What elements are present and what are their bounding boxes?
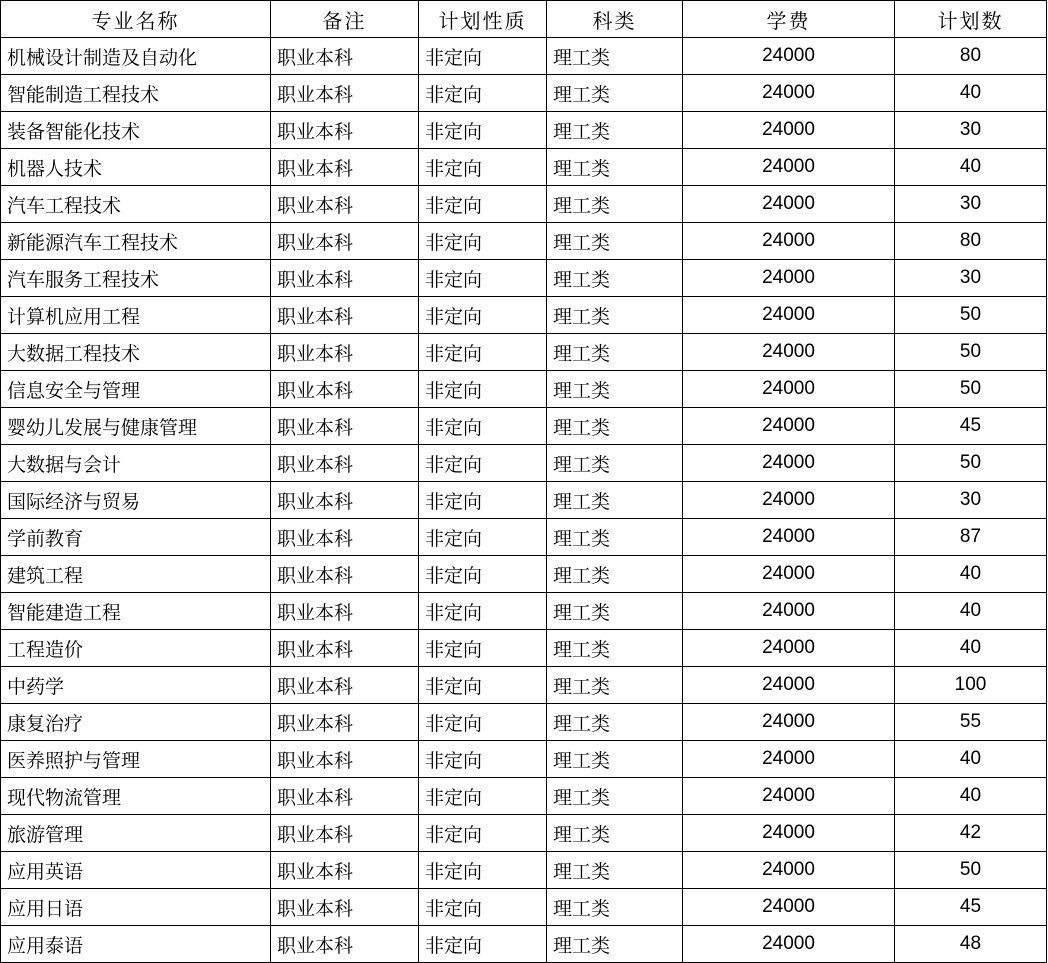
cell-remark: 职业本科	[271, 556, 419, 593]
cell-remark: 职业本科	[271, 112, 419, 149]
cell-remark: 职业本科	[271, 186, 419, 223]
cell-subject: 理工类	[547, 630, 683, 667]
cell-major: 大数据工程技术	[1, 334, 271, 371]
cell-remark: 职业本科	[271, 519, 419, 556]
cell-nature: 非定向	[419, 704, 547, 741]
cell-count: 50	[895, 297, 1047, 334]
cell-count: 48	[895, 926, 1047, 963]
cell-major: 汽车工程技术	[1, 186, 271, 223]
cell-count: 45	[895, 889, 1047, 926]
column-header-subject: 科类	[547, 1, 683, 38]
cell-subject: 理工类	[547, 556, 683, 593]
cell-subject: 理工类	[547, 334, 683, 371]
table-row	[1, 371, 1047, 408]
cell-remark: 职业本科	[271, 889, 419, 926]
cell-remark: 职业本科	[271, 408, 419, 445]
cell-subject: 理工类	[547, 149, 683, 186]
cell-fee: 24000	[683, 704, 895, 741]
cell-fee: 24000	[683, 815, 895, 852]
cell-fee: 24000	[683, 297, 895, 334]
cell-count: 40	[895, 556, 1047, 593]
cell-remark: 职业本科	[271, 926, 419, 963]
cell-count: 55	[895, 704, 1047, 741]
cell-fee: 24000	[683, 408, 895, 445]
cell-remark: 职业本科	[271, 778, 419, 815]
cell-count: 42	[895, 815, 1047, 852]
cell-fee: 24000	[683, 778, 895, 815]
cell-subject: 理工类	[547, 186, 683, 223]
cell-fee: 24000	[683, 223, 895, 260]
cell-major: 中药学	[1, 667, 271, 704]
cell-major: 信息安全与管理	[1, 371, 271, 408]
cell-count: 100	[895, 667, 1047, 704]
cell-major: 智能制造工程技术	[1, 75, 271, 112]
table-row	[1, 112, 1047, 149]
cell-subject: 理工类	[547, 445, 683, 482]
cell-fee: 24000	[683, 741, 895, 778]
cell-nature: 非定向	[419, 926, 547, 963]
cell-subject: 理工类	[547, 926, 683, 963]
cell-count: 80	[895, 223, 1047, 260]
cell-count: 50	[895, 445, 1047, 482]
cell-nature: 非定向	[419, 186, 547, 223]
cell-major: 国际经济与贸易	[1, 482, 271, 519]
cell-remark: 职业本科	[271, 260, 419, 297]
cell-fee: 24000	[683, 186, 895, 223]
cell-remark: 职业本科	[271, 482, 419, 519]
cell-major: 旅游管理	[1, 815, 271, 852]
cell-remark: 职业本科	[271, 593, 419, 630]
cell-remark: 职业本科	[271, 38, 419, 75]
cell-major: 新能源汽车工程技术	[1, 223, 271, 260]
cell-remark: 职业本科	[271, 667, 419, 704]
cell-nature: 非定向	[419, 38, 547, 75]
cell-fee: 24000	[683, 852, 895, 889]
table-row	[1, 704, 1047, 741]
table-row	[1, 408, 1047, 445]
cell-nature: 非定向	[419, 408, 547, 445]
cell-fee: 24000	[683, 75, 895, 112]
cell-remark: 职业本科	[271, 334, 419, 371]
table-header-row	[1, 1, 1047, 38]
cell-fee: 24000	[683, 519, 895, 556]
cell-nature: 非定向	[419, 667, 547, 704]
cell-remark: 职业本科	[271, 75, 419, 112]
cell-fee: 24000	[683, 556, 895, 593]
cell-fee: 24000	[683, 889, 895, 926]
cell-major: 大数据与会计	[1, 445, 271, 482]
table-row	[1, 186, 1047, 223]
cell-count: 30	[895, 260, 1047, 297]
table-row	[1, 75, 1047, 112]
cell-nature: 非定向	[419, 482, 547, 519]
column-header-count: 计划数	[895, 1, 1047, 38]
cell-nature: 非定向	[419, 260, 547, 297]
table-row	[1, 260, 1047, 297]
cell-major: 现代物流管理	[1, 778, 271, 815]
cell-fee: 24000	[683, 334, 895, 371]
cell-subject: 理工类	[547, 38, 683, 75]
table-row	[1, 852, 1047, 889]
cell-subject: 理工类	[547, 704, 683, 741]
cell-major: 应用泰语	[1, 926, 271, 963]
cell-major: 康复治疗	[1, 704, 271, 741]
table-row	[1, 482, 1047, 519]
cell-nature: 非定向	[419, 741, 547, 778]
cell-subject: 理工类	[547, 408, 683, 445]
cell-subject: 理工类	[547, 815, 683, 852]
cell-subject: 理工类	[547, 593, 683, 630]
cell-fee: 24000	[683, 112, 895, 149]
cell-nature: 非定向	[419, 778, 547, 815]
cell-count: 30	[895, 482, 1047, 519]
cell-remark: 职业本科	[271, 445, 419, 482]
cell-major: 工程造价	[1, 630, 271, 667]
cell-count: 40	[895, 149, 1047, 186]
column-header-nature: 计划性质	[419, 1, 547, 38]
cell-fee: 24000	[683, 38, 895, 75]
table-row	[1, 815, 1047, 852]
cell-fee: 24000	[683, 260, 895, 297]
table-row	[1, 223, 1047, 260]
table-row	[1, 593, 1047, 630]
cell-subject: 理工类	[547, 519, 683, 556]
cell-fee: 24000	[683, 149, 895, 186]
cell-count: 30	[895, 112, 1047, 149]
cell-nature: 非定向	[419, 519, 547, 556]
cell-nature: 非定向	[419, 297, 547, 334]
cell-remark: 职业本科	[271, 149, 419, 186]
cell-fee: 24000	[683, 371, 895, 408]
cell-subject: 理工类	[547, 852, 683, 889]
cell-remark: 职业本科	[271, 630, 419, 667]
cell-count: 80	[895, 38, 1047, 75]
cell-subject: 理工类	[547, 371, 683, 408]
table-row	[1, 667, 1047, 704]
cell-major: 装备智能化技术	[1, 112, 271, 149]
cell-nature: 非定向	[419, 223, 547, 260]
table-row	[1, 297, 1047, 334]
cell-subject: 理工类	[547, 778, 683, 815]
cell-major: 应用英语	[1, 852, 271, 889]
cell-subject: 理工类	[547, 667, 683, 704]
cell-major: 建筑工程	[1, 556, 271, 593]
cell-count: 40	[895, 593, 1047, 630]
table-row	[1, 630, 1047, 667]
cell-nature: 非定向	[419, 112, 547, 149]
cell-major: 智能建造工程	[1, 593, 271, 630]
cell-subject: 理工类	[547, 260, 683, 297]
column-header-remark: 备注	[271, 1, 419, 38]
table-row	[1, 149, 1047, 186]
table-row	[1, 445, 1047, 482]
cell-remark: 职业本科	[271, 704, 419, 741]
cell-nature: 非定向	[419, 445, 547, 482]
cell-count: 40	[895, 778, 1047, 815]
cell-nature: 非定向	[419, 852, 547, 889]
column-header-fee: 学费	[683, 1, 895, 38]
cell-count: 87	[895, 519, 1047, 556]
cell-count: 45	[895, 408, 1047, 445]
cell-remark: 职业本科	[271, 852, 419, 889]
cell-fee: 24000	[683, 630, 895, 667]
cell-count: 50	[895, 371, 1047, 408]
cell-major: 应用日语	[1, 889, 271, 926]
cell-remark: 职业本科	[271, 223, 419, 260]
cell-nature: 非定向	[419, 889, 547, 926]
cell-fee: 24000	[683, 926, 895, 963]
cell-subject: 理工类	[547, 889, 683, 926]
cell-major: 学前教育	[1, 519, 271, 556]
cell-nature: 非定向	[419, 815, 547, 852]
cell-major: 机械设计制造及自动化	[1, 38, 271, 75]
cell-subject: 理工类	[547, 741, 683, 778]
table-row	[1, 889, 1047, 926]
cell-major: 汽车服务工程技术	[1, 260, 271, 297]
cell-subject: 理工类	[547, 223, 683, 260]
table-row	[1, 334, 1047, 371]
cell-count: 40	[895, 741, 1047, 778]
cell-fee: 24000	[683, 593, 895, 630]
table-row	[1, 926, 1047, 963]
cell-nature: 非定向	[419, 371, 547, 408]
table-row	[1, 38, 1047, 75]
cell-subject: 理工类	[547, 297, 683, 334]
cell-fee: 24000	[683, 482, 895, 519]
cell-count: 40	[895, 630, 1047, 667]
cell-nature: 非定向	[419, 149, 547, 186]
cell-major: 医养照护与管理	[1, 741, 271, 778]
table-row	[1, 778, 1047, 815]
table-row	[1, 556, 1047, 593]
cell-major: 机器人技术	[1, 149, 271, 186]
cell-fee: 24000	[683, 667, 895, 704]
cell-count: 50	[895, 852, 1047, 889]
cell-subject: 理工类	[547, 112, 683, 149]
cell-remark: 职业本科	[271, 371, 419, 408]
cell-nature: 非定向	[419, 334, 547, 371]
column-header-major: 专业名称	[1, 1, 271, 38]
cell-remark: 职业本科	[271, 741, 419, 778]
table-row	[1, 741, 1047, 778]
cell-fee: 24000	[683, 445, 895, 482]
cell-count: 30	[895, 186, 1047, 223]
cell-major: 婴幼儿发展与健康管理	[1, 408, 271, 445]
cell-nature: 非定向	[419, 593, 547, 630]
cell-subject: 理工类	[547, 482, 683, 519]
cell-remark: 职业本科	[271, 297, 419, 334]
cell-major: 计算机应用工程	[1, 297, 271, 334]
cell-count: 40	[895, 75, 1047, 112]
cell-count: 50	[895, 334, 1047, 371]
cell-remark: 职业本科	[271, 815, 419, 852]
cell-nature: 非定向	[419, 556, 547, 593]
table-row	[1, 519, 1047, 556]
cell-nature: 非定向	[419, 75, 547, 112]
cell-subject: 理工类	[547, 75, 683, 112]
cell-nature: 非定向	[419, 630, 547, 667]
